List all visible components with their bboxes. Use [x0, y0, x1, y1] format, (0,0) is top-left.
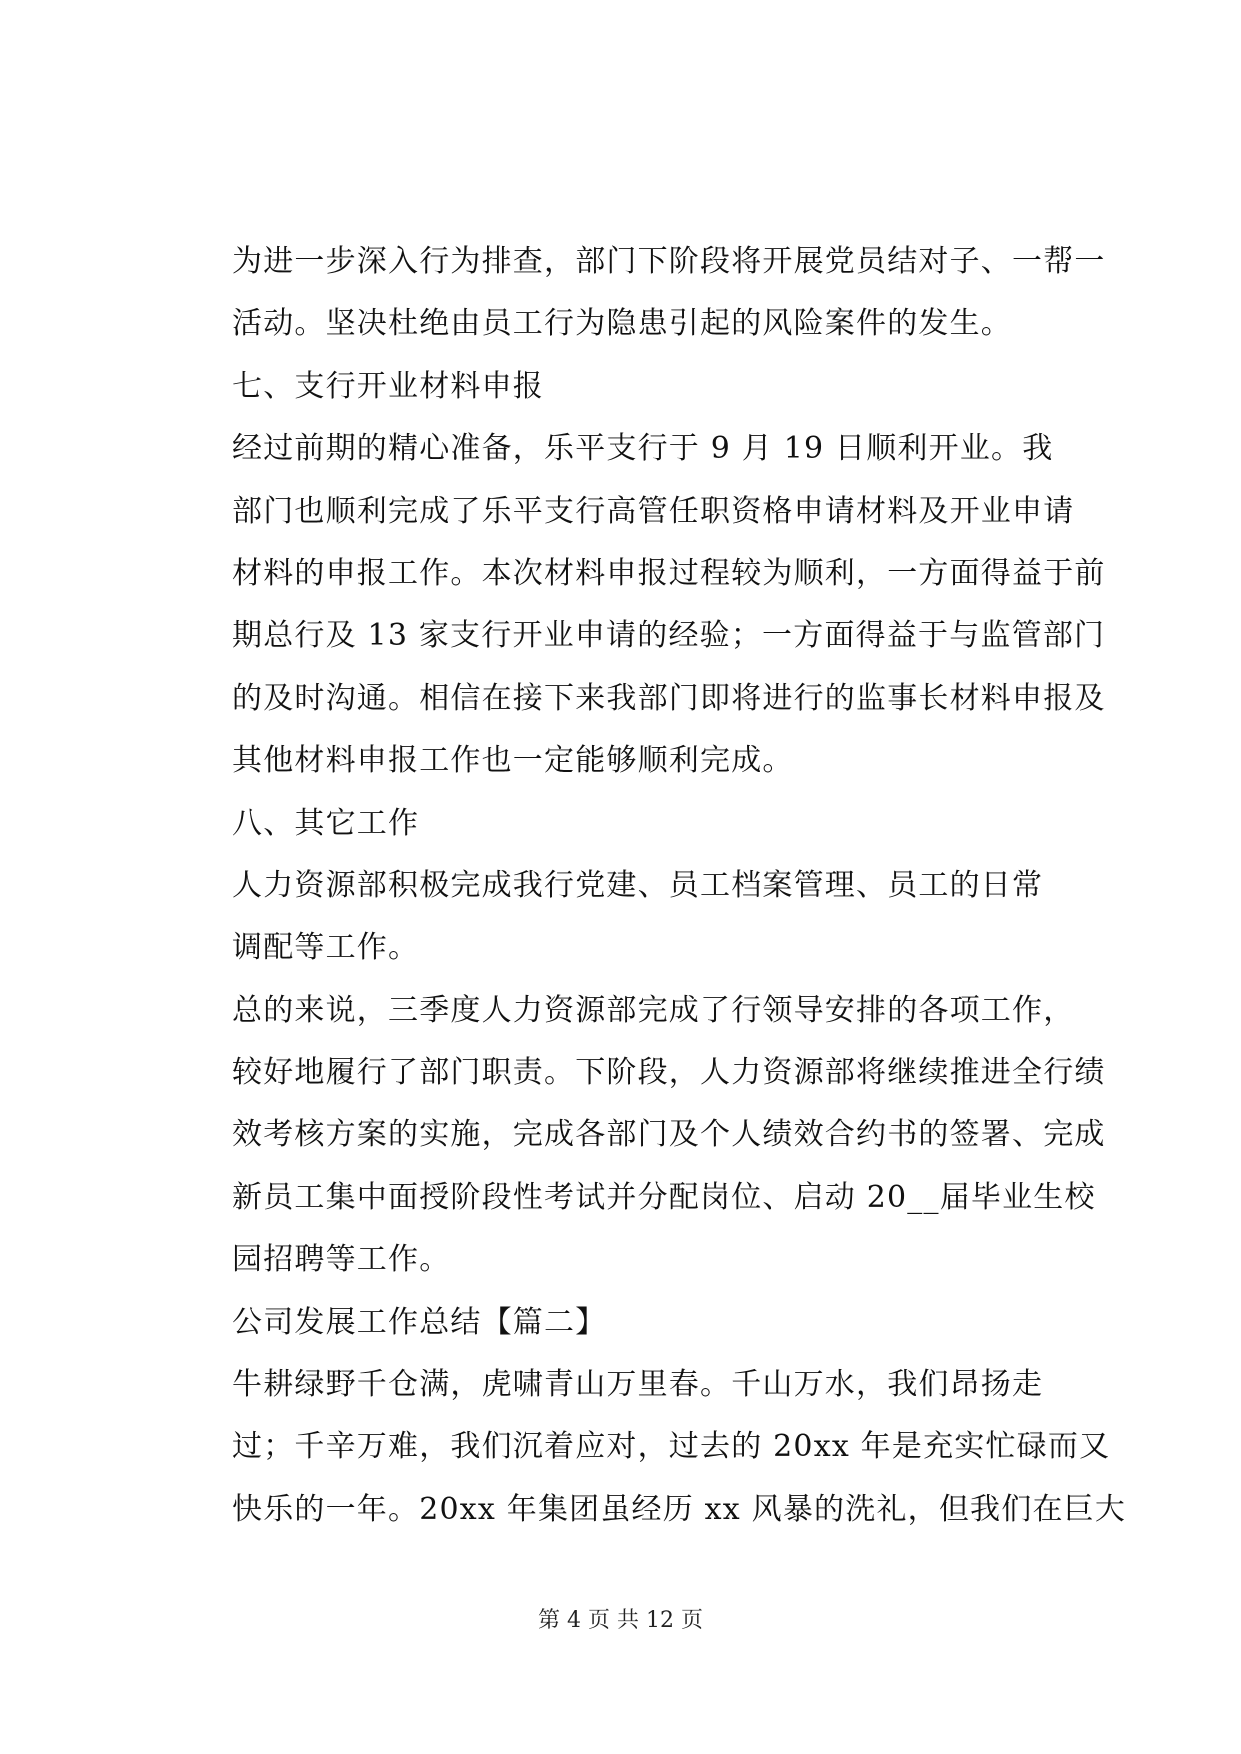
text-line: 总的来说，三季度人力资源部完成了行领导安排的各项工作，	[232, 992, 1075, 1028]
text-line: 调配等工作。	[232, 930, 420, 966]
text-line: 材料的申报工作。本次材料申报过程较为顺利，一方面得益于前	[232, 555, 1106, 591]
text-line: 新员工集中面授阶段性考试并分配岗位、启动 20__届毕业生校	[232, 1179, 1096, 1215]
text-line: 其他材料申报工作也一定能够顺利完成。	[232, 743, 794, 779]
text-line: 的及时沟通。相信在接下来我部门即将进行的监事长材料申报及	[232, 680, 1106, 716]
section-heading: 公司发展工作总结【篇二】	[232, 1304, 607, 1340]
text-line: 效考核方案的实施，完成各部门及个人绩效合约书的签署、完成	[232, 1117, 1106, 1153]
text-line: 快乐的一年。20xx 年集团虽经历 xx 风暴的洗礼，但我们在巨大	[232, 1491, 1127, 1527]
document-body	[232, 231, 1127, 1541]
text-line: 过；千辛万难，我们沉着应对，过去的 20xx 年是充实忙碌而又	[232, 1429, 1111, 1465]
text-line: 人力资源部积极完成我行党建、员工档案管理、员工的日常	[232, 867, 1044, 903]
text-line: 园招聘等工作。	[232, 1242, 451, 1278]
text-line: 期总行及 13 家支行开业申请的经验；一方面得益于与监管部门	[232, 618, 1106, 654]
text-line: 牛耕绿野千仓满，虎啸青山万里春。千山万水，我们昂扬走	[232, 1367, 1044, 1403]
page-number-footer: 第 4 页 共 12 页	[538, 1608, 703, 1633]
text-line: 部门也顺利完成了乐平支行高管任职资格申请材料及开业申请	[232, 493, 1075, 529]
text-line: 较好地履行了部门职责。下阶段，人力资源部将继续推进全行绩	[232, 1055, 1106, 1091]
section-heading: 七、支行开业材料申报	[232, 368, 544, 404]
text-line: 活动。坚决杜绝由员工行为隐患引起的风险案件的发生。	[232, 306, 1012, 342]
section-heading: 八、其它工作	[232, 805, 420, 841]
text-line: 经过前期的精心准备，乐平支行于 9 月 19 日顺利开业。我	[232, 431, 1054, 467]
text-line: 为进一步深入行为排查，部门下阶段将开展党员结对子、一帮一	[232, 244, 1106, 279]
